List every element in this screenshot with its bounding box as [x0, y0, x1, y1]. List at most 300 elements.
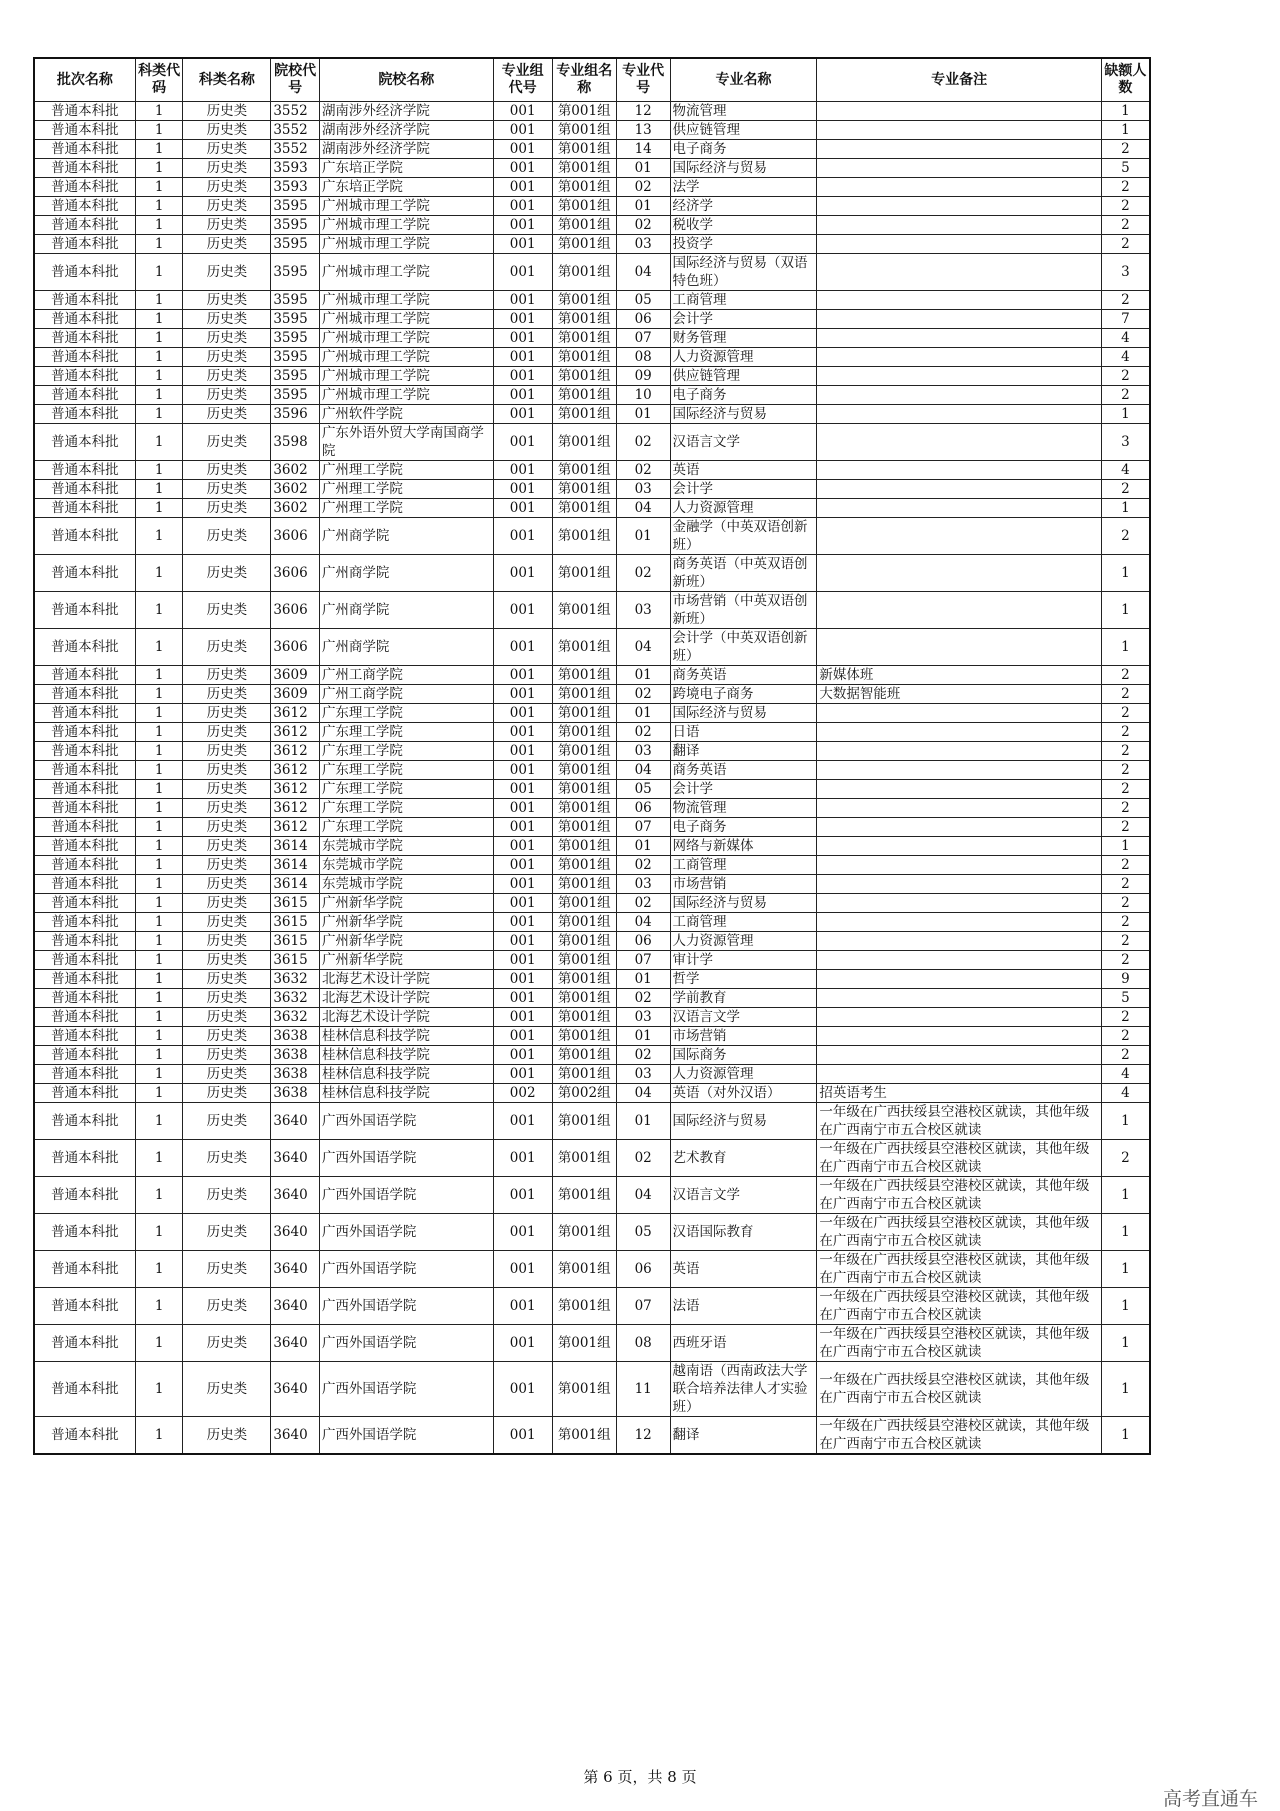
cell-school-name: 广东理工学院 [319, 742, 493, 761]
cell-major-name: 网络与新媒体 [670, 837, 817, 856]
cell-group-code: 001 [493, 348, 552, 367]
cell-major-note: 一年级在广西扶绥县空港校区就读，其他年级在广西南宁市五合校区就读 [817, 1251, 1101, 1288]
cell-group-code: 001 [493, 1027, 552, 1046]
cell-group-name: 第001组 [552, 254, 616, 291]
cell-major-name: 哲学 [670, 970, 817, 989]
table-row [34, 405, 1150, 424]
cell-group-code: 001 [493, 159, 552, 178]
cell-batch-name: 普通本科批 [34, 913, 135, 932]
table-row [34, 761, 1150, 780]
table-row [34, 518, 1150, 555]
cell-school-name: 广西外国语学院 [319, 1417, 493, 1455]
cell-major-code: 05 [616, 1214, 670, 1251]
cell-subject-code: 1 [135, 310, 183, 329]
table-row [34, 1046, 1150, 1065]
cell-batch-name: 普通本科批 [34, 254, 135, 291]
cell-group-name: 第001组 [552, 480, 616, 499]
table-row [34, 348, 1150, 367]
cell-major-name: 人力资源管理 [670, 932, 817, 951]
cell-school-name: 广州城市理工学院 [319, 254, 493, 291]
cell-group-code: 001 [493, 310, 552, 329]
cell-school-code: 3609 [271, 685, 320, 704]
table-row [34, 254, 1150, 291]
table-row [34, 1084, 1150, 1103]
cell-school-code: 3638 [271, 1065, 320, 1084]
cell-school-code: 3606 [271, 592, 320, 629]
cell-school-code: 3640 [271, 1362, 320, 1417]
cell-batch-name: 普通本科批 [34, 518, 135, 555]
cell-subject-code: 1 [135, 1325, 183, 1362]
watermark: 高考直通车 [1162, 1788, 1258, 1810]
cell-vacancy: 2 [1101, 1140, 1150, 1177]
cell-subject-code: 1 [135, 197, 183, 216]
cell-batch-name: 普通本科批 [34, 1417, 135, 1455]
cell-school-code: 3614 [271, 837, 320, 856]
cell-batch-name: 普通本科批 [34, 424, 135, 461]
cell-subject-name: 历史类 [183, 216, 271, 235]
cell-major-name: 法语 [670, 1288, 817, 1325]
cell-subject-name: 历史类 [183, 291, 271, 310]
cell-major-name: 汉语言文学 [670, 1008, 817, 1027]
cell-group-code: 001 [493, 780, 552, 799]
cell-school-code: 3640 [271, 1140, 320, 1177]
cell-group-code: 001 [493, 291, 552, 310]
cell-school-code: 3595 [271, 235, 320, 254]
cell-major-note [817, 970, 1101, 989]
cell-vacancy: 2 [1101, 951, 1150, 970]
cell-group-name: 第001组 [552, 159, 616, 178]
cell-subject-name: 历史类 [183, 140, 271, 159]
cell-major-code: 06 [616, 932, 670, 951]
cell-school-name: 广州城市理工学院 [319, 197, 493, 216]
cell-school-name: 广州理工学院 [319, 499, 493, 518]
table-row [34, 837, 1150, 856]
cell-batch-name: 普通本科批 [34, 875, 135, 894]
cell-major-code: 08 [616, 1325, 670, 1362]
cell-vacancy: 1 [1101, 1214, 1150, 1251]
cell-major-note [817, 102, 1101, 121]
cell-school-code: 3614 [271, 875, 320, 894]
cell-batch-name: 普通本科批 [34, 894, 135, 913]
cell-school-code: 3612 [271, 818, 320, 837]
cell-subject-name: 历史类 [183, 894, 271, 913]
cell-subject-name: 历史类 [183, 685, 271, 704]
cell-subject-name: 历史类 [183, 837, 271, 856]
cell-group-name: 第001组 [552, 592, 616, 629]
cell-group-name: 第001组 [552, 1288, 616, 1325]
cell-group-name: 第001组 [552, 310, 616, 329]
cell-school-name: 广东理工学院 [319, 723, 493, 742]
cell-subject-code: 1 [135, 818, 183, 837]
cell-major-name: 国际商务 [670, 1046, 817, 1065]
cell-major-note [817, 1027, 1101, 1046]
cell-major-note: 一年级在广西扶绥县空港校区就读，其他年级在广西南宁市五合校区就读 [817, 1417, 1101, 1455]
cell-major-code: 03 [616, 592, 670, 629]
cell-subject-name: 历史类 [183, 159, 271, 178]
cell-major-note [817, 629, 1101, 666]
cell-subject-code: 1 [135, 235, 183, 254]
cell-major-code: 01 [616, 159, 670, 178]
cell-group-code: 001 [493, 761, 552, 780]
cell-group-name: 第001组 [552, 837, 616, 856]
cell-major-code: 04 [616, 499, 670, 518]
cell-major-note [817, 480, 1101, 499]
cell-major-code: 02 [616, 685, 670, 704]
cell-subject-code: 1 [135, 1288, 183, 1325]
cell-batch-name: 普通本科批 [34, 499, 135, 518]
cell-school-name: 广州城市理工学院 [319, 291, 493, 310]
cell-group-name: 第001组 [552, 235, 616, 254]
cell-group-code: 001 [493, 799, 552, 818]
cell-vacancy: 2 [1101, 480, 1150, 499]
table-row [34, 555, 1150, 592]
cell-subject-code: 1 [135, 799, 183, 818]
cell-subject-name: 历史类 [183, 856, 271, 875]
cell-major-note [817, 837, 1101, 856]
cell-major-note [817, 1046, 1101, 1065]
cell-subject-code: 1 [135, 1362, 183, 1417]
cell-school-code: 3606 [271, 555, 320, 592]
cell-major-note [817, 761, 1101, 780]
cell-subject-code: 1 [135, 592, 183, 629]
header-group-code: 专业组代号 [493, 58, 552, 102]
cell-major-code: 04 [616, 1084, 670, 1103]
cell-school-code: 3612 [271, 704, 320, 723]
cell-group-name: 第001组 [552, 348, 616, 367]
cell-group-name: 第001组 [552, 197, 616, 216]
cell-group-code: 001 [493, 480, 552, 499]
cell-group-name: 第001组 [552, 291, 616, 310]
cell-subject-name: 历史类 [183, 799, 271, 818]
cell-vacancy: 2 [1101, 761, 1150, 780]
cell-school-code: 3612 [271, 723, 320, 742]
cell-batch-name: 普通本科批 [34, 856, 135, 875]
cell-major-name: 人力资源管理 [670, 348, 817, 367]
cell-batch-name: 普通本科批 [34, 555, 135, 592]
table-row [34, 1288, 1150, 1325]
cell-batch-name: 普通本科批 [34, 1065, 135, 1084]
cell-major-note [817, 159, 1101, 178]
table-row [34, 742, 1150, 761]
cell-group-code: 001 [493, 102, 552, 121]
cell-school-name: 东莞城市学院 [319, 875, 493, 894]
cell-vacancy: 5 [1101, 159, 1150, 178]
cell-school-name: 广西外国语学院 [319, 1214, 493, 1251]
cell-major-note: 一年级在广西扶绥县空港校区就读，其他年级在广西南宁市五合校区就读 [817, 1103, 1101, 1140]
cell-group-code: 001 [493, 405, 552, 424]
table-header-row [34, 58, 1150, 102]
cell-school-name: 广州理工学院 [319, 461, 493, 480]
cell-school-name: 广州软件学院 [319, 405, 493, 424]
cell-school-code: 3615 [271, 894, 320, 913]
cell-subject-name: 历史类 [183, 1008, 271, 1027]
cell-group-code: 001 [493, 1214, 552, 1251]
cell-major-note [817, 121, 1101, 140]
cell-major-code: 03 [616, 875, 670, 894]
cell-school-name: 广州商学院 [319, 592, 493, 629]
header-vacancy: 缺额人数 [1101, 58, 1150, 102]
cell-major-name: 英语（对外汉语） [670, 1084, 817, 1103]
table-row [34, 856, 1150, 875]
cell-major-code: 02 [616, 856, 670, 875]
cell-batch-name: 普通本科批 [34, 197, 135, 216]
cell-subject-name: 历史类 [183, 461, 271, 480]
cell-group-name: 第001组 [552, 518, 616, 555]
cell-major-note [817, 461, 1101, 480]
cell-school-name: 桂林信息科技学院 [319, 1046, 493, 1065]
cell-major-name: 会计学 [670, 780, 817, 799]
cell-group-name: 第001组 [552, 894, 616, 913]
cell-group-name: 第001组 [552, 216, 616, 235]
cell-group-code: 001 [493, 121, 552, 140]
cell-group-code: 001 [493, 742, 552, 761]
cell-vacancy: 2 [1101, 723, 1150, 742]
cell-school-name: 湖南涉外经济学院 [319, 102, 493, 121]
cell-major-code: 03 [616, 1008, 670, 1027]
cell-major-code: 03 [616, 235, 670, 254]
table-row [34, 1103, 1150, 1140]
table-row [34, 1417, 1150, 1455]
cell-group-name: 第001组 [552, 685, 616, 704]
table-row [34, 799, 1150, 818]
table-row [34, 875, 1150, 894]
cell-school-code: 3595 [271, 348, 320, 367]
header-major-code: 专业代号 [616, 58, 670, 102]
cell-subject-code: 1 [135, 894, 183, 913]
cell-major-code: 12 [616, 1417, 670, 1455]
cell-group-name: 第001组 [552, 329, 616, 348]
cell-major-name: 工商管理 [670, 856, 817, 875]
cell-subject-name: 历史类 [183, 989, 271, 1008]
cell-group-code: 001 [493, 704, 552, 723]
cell-school-code: 3602 [271, 499, 320, 518]
cell-subject-code: 1 [135, 461, 183, 480]
cell-major-code: 01 [616, 405, 670, 424]
cell-vacancy: 4 [1101, 1065, 1150, 1084]
cell-school-code: 3552 [271, 102, 320, 121]
cell-subject-code: 1 [135, 121, 183, 140]
cell-major-note: 大数据智能班 [817, 685, 1101, 704]
cell-major-code: 14 [616, 140, 670, 159]
cell-major-note [817, 1008, 1101, 1027]
cell-school-name: 广州城市理工学院 [319, 348, 493, 367]
cell-school-code: 3598 [271, 424, 320, 461]
table-row [34, 1008, 1150, 1027]
table-row [34, 197, 1150, 216]
cell-subject-code: 1 [135, 1046, 183, 1065]
cell-major-name: 商务英语 [670, 666, 817, 685]
cell-major-note [817, 799, 1101, 818]
cell-group-code: 001 [493, 140, 552, 159]
cell-major-code: 06 [616, 799, 670, 818]
cell-school-code: 3595 [271, 254, 320, 291]
cell-school-code: 3638 [271, 1046, 320, 1065]
cell-vacancy: 2 [1101, 875, 1150, 894]
header-group-name: 专业组名称 [552, 58, 616, 102]
cell-school-code: 3640 [271, 1325, 320, 1362]
cell-major-note [817, 140, 1101, 159]
cell-subject-name: 历史类 [183, 1251, 271, 1288]
cell-school-name: 广西外国语学院 [319, 1177, 493, 1214]
header-subject-code: 科类代码 [135, 58, 183, 102]
cell-subject-name: 历史类 [183, 723, 271, 742]
cell-batch-name: 普通本科批 [34, 480, 135, 499]
cell-group-code: 001 [493, 1362, 552, 1417]
cell-subject-code: 1 [135, 1103, 183, 1140]
cell-major-note [817, 178, 1101, 197]
cell-batch-name: 普通本科批 [34, 685, 135, 704]
cell-school-name: 东莞城市学院 [319, 837, 493, 856]
table-row [34, 1140, 1150, 1177]
cell-subject-code: 1 [135, 761, 183, 780]
cell-major-name: 税收学 [670, 216, 817, 235]
cell-major-name: 工商管理 [670, 291, 817, 310]
cell-vacancy: 1 [1101, 1417, 1150, 1455]
cell-subject-code: 1 [135, 1251, 183, 1288]
cell-school-name: 广州新华学院 [319, 894, 493, 913]
table-row [34, 121, 1150, 140]
table-row [34, 666, 1150, 685]
cell-major-name: 供应链管理 [670, 121, 817, 140]
table-row [34, 329, 1150, 348]
cell-group-name: 第001组 [552, 932, 616, 951]
cell-vacancy: 1 [1101, 1177, 1150, 1214]
cell-group-name: 第001组 [552, 1251, 616, 1288]
cell-subject-name: 历史类 [183, 348, 271, 367]
cell-school-name: 广西外国语学院 [319, 1140, 493, 1177]
header-school-code: 院校代号 [271, 58, 320, 102]
cell-school-name: 广州商学院 [319, 518, 493, 555]
cell-major-name: 审计学 [670, 951, 817, 970]
cell-group-name: 第001组 [552, 742, 616, 761]
cell-vacancy: 2 [1101, 932, 1150, 951]
cell-group-name: 第001组 [552, 555, 616, 592]
cell-group-code: 001 [493, 818, 552, 837]
cell-major-note [817, 555, 1101, 592]
cell-vacancy: 1 [1101, 405, 1150, 424]
table-row [34, 970, 1150, 989]
cell-subject-code: 1 [135, 1177, 183, 1214]
cell-subject-name: 历史类 [183, 742, 271, 761]
cell-school-code: 3606 [271, 518, 320, 555]
cell-subject-name: 历史类 [183, 102, 271, 121]
cell-major-code: 02 [616, 461, 670, 480]
cell-subject-code: 1 [135, 780, 183, 799]
cell-major-note [817, 310, 1101, 329]
cell-school-code: 3595 [271, 291, 320, 310]
cell-group-name: 第001组 [552, 1362, 616, 1417]
cell-major-code: 09 [616, 367, 670, 386]
cell-group-code: 001 [493, 913, 552, 932]
cell-subject-code: 1 [135, 951, 183, 970]
cell-batch-name: 普通本科批 [34, 159, 135, 178]
cell-major-name: 物流管理 [670, 799, 817, 818]
cell-subject-name: 历史类 [183, 178, 271, 197]
cell-major-name: 汉语国际教育 [670, 1214, 817, 1251]
cell-school-code: 3640 [271, 1251, 320, 1288]
cell-subject-code: 1 [135, 1417, 183, 1455]
cell-subject-code: 1 [135, 1065, 183, 1084]
cell-subject-name: 历史类 [183, 1084, 271, 1103]
cell-group-code: 001 [493, 856, 552, 875]
cell-subject-name: 历史类 [183, 518, 271, 555]
header-major-name: 专业名称 [670, 58, 817, 102]
cell-group-name: 第001组 [552, 367, 616, 386]
cell-subject-name: 历史类 [183, 666, 271, 685]
table-row [34, 424, 1150, 461]
cell-group-name: 第001组 [552, 1046, 616, 1065]
cell-subject-code: 1 [135, 685, 183, 704]
cell-subject-code: 1 [135, 1214, 183, 1251]
cell-subject-code: 1 [135, 291, 183, 310]
cell-school-name: 广东培正学院 [319, 178, 493, 197]
cell-major-name: 会计学 [670, 310, 817, 329]
cell-school-name: 广西外国语学院 [319, 1251, 493, 1288]
cell-major-name: 越南语（西南政法大学联合培养法律人才实验班） [670, 1362, 817, 1417]
cell-school-name: 湖南涉外经济学院 [319, 121, 493, 140]
cell-school-name: 北海艺术设计学院 [319, 989, 493, 1008]
cell-vacancy: 2 [1101, 291, 1150, 310]
cell-group-name: 第001组 [552, 970, 616, 989]
cell-major-code: 05 [616, 291, 670, 310]
cell-group-name: 第001组 [552, 405, 616, 424]
cell-batch-name: 普通本科批 [34, 970, 135, 989]
cell-major-name: 国际经济与贸易 [670, 1103, 817, 1140]
cell-school-name: 广西外国语学院 [319, 1288, 493, 1325]
cell-batch-name: 普通本科批 [34, 178, 135, 197]
cell-batch-name: 普通本科批 [34, 592, 135, 629]
cell-major-note [817, 518, 1101, 555]
cell-vacancy: 2 [1101, 386, 1150, 405]
cell-school-code: 3595 [271, 386, 320, 405]
cell-group-code: 001 [493, 367, 552, 386]
cell-school-name: 广东理工学院 [319, 761, 493, 780]
cell-major-code: 05 [616, 780, 670, 799]
cell-major-note [817, 424, 1101, 461]
cell-batch-name: 普通本科批 [34, 761, 135, 780]
cell-group-code: 001 [493, 932, 552, 951]
cell-subject-code: 1 [135, 178, 183, 197]
cell-group-code: 001 [493, 894, 552, 913]
cell-group-code: 001 [493, 1325, 552, 1362]
cell-subject-name: 历史类 [183, 1288, 271, 1325]
cell-school-code: 3595 [271, 367, 320, 386]
cell-school-code: 3640 [271, 1288, 320, 1325]
cell-subject-name: 历史类 [183, 386, 271, 405]
cell-subject-name: 历史类 [183, 1325, 271, 1362]
cell-major-name: 商务英语 [670, 761, 817, 780]
cell-group-name: 第001组 [552, 178, 616, 197]
cell-school-name: 桂林信息科技学院 [319, 1084, 493, 1103]
cell-batch-name: 普通本科批 [34, 102, 135, 121]
cell-major-name: 国际经济与贸易 [670, 159, 817, 178]
cell-batch-name: 普通本科批 [34, 140, 135, 159]
cell-group-code: 001 [493, 518, 552, 555]
cell-major-note: 招英语考生 [817, 1084, 1101, 1103]
cell-subject-code: 1 [135, 856, 183, 875]
cell-major-note [817, 951, 1101, 970]
cell-school-name: 桂林信息科技学院 [319, 1065, 493, 1084]
cell-batch-name: 普通本科批 [34, 348, 135, 367]
cell-school-code: 3606 [271, 629, 320, 666]
cell-major-name: 英语 [670, 461, 817, 480]
cell-major-code: 04 [616, 761, 670, 780]
cell-major-name: 英语 [670, 1251, 817, 1288]
cell-major-code: 02 [616, 1046, 670, 1065]
cell-subject-name: 历史类 [183, 235, 271, 254]
cell-group-name: 第001组 [552, 1325, 616, 1362]
cell-major-name: 西班牙语 [670, 1325, 817, 1362]
